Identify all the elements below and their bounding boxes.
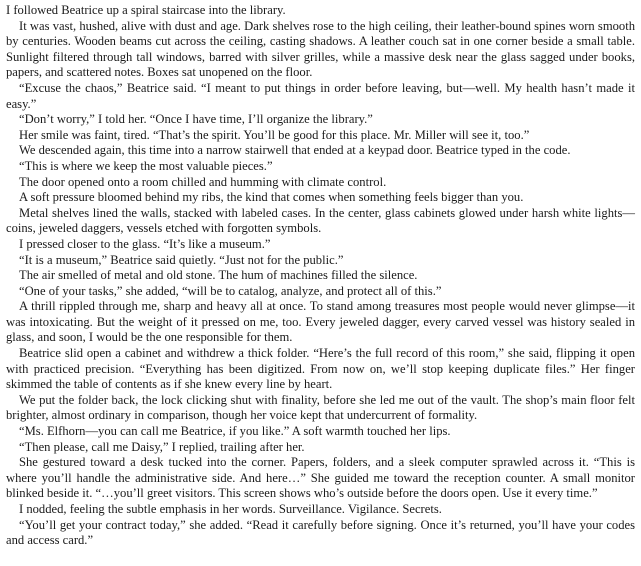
paragraph-18: “Ms. Elfhorn—you can call me Beatrice, if you like.” A soft warmth touched her lips. bbox=[19, 424, 451, 439]
paragraph-13: The air smelled of metal and old stone. The hum of machines filled the silence. bbox=[19, 268, 418, 283]
paragraph-11: I pressed closer to the glass. “It’s like a museum.” bbox=[19, 236, 271, 251]
paragraph-15: A thrill rippled through me, sharp and heavy all at once. To stand among treasures most people would never glimpse—it was intoxicating. But the weight of it pressed on me, too. Every jeweled dagger, every carved vessel was history sealed in glass, and soon, I would be the one responsible for them. bbox=[6, 299, 635, 345]
paragraph-14: “One of your tasks,” she added, “will be to catalog, analyze, and protect all of this.” bbox=[19, 283, 442, 298]
paragraph-16: Beatrice slid open a cabinet and withdrew a thick folder. “Here’s the full record of this room,” she said, flipping it open with practiced precision. “Everything has been digitized. From now on, we’ll stop keeping duplicate files.” Her finger skimmed the table of contents as if she knew every line by heart. bbox=[6, 346, 635, 392]
paragraph-12: “It is a museum,” Beatrice said quietly. “Just not for the public.” bbox=[19, 252, 344, 267]
paragraph-10: Metal shelves lined the walls, stacked with labeled cases. In the center, glass cabinets glowed under harsh white lights—coins, jeweled daggers, vessels etched with forgotten symbols. bbox=[6, 205, 635, 236]
paragraph-2: It was vast, hushed, alive with dust and age. Dark shelves rose to the high ceiling, their leather-bound spines worn smooth by centuries. Wooden beams cut across the ceiling, casting shadows. A leather couch sat in one corner beside a small table. Sunlight filtered through tall windows, barred with silver grilles, while a massive desk near the glass sagged under books, papers, and scattered notes. Boxes sat unopened on the floor. bbox=[6, 18, 635, 80]
paragraph-1: I followed Beatrice up a spiral staircase into the library. bbox=[6, 3, 286, 17]
paragraph-19: “Then please, call me Daisy,” I replied, trailing after her. bbox=[19, 439, 305, 454]
paragraph-4: “Don’t worry,” I told her. “Once I have time, I’ll organize the library.” bbox=[19, 112, 373, 127]
paragraph-9: A soft pressure bloomed behind my ribs, the kind that comes when something feels bigger than you. bbox=[19, 190, 524, 205]
paragraph-22: “You’ll get your contract today,” she added. “Read it carefully before signing. Once it’s returned, you’ll have your codes and access card.” bbox=[6, 517, 635, 548]
paragraph-6: We descended again, this time into a narrow stairwell that ended at a keypad door. Beatrice typed in the code. bbox=[19, 143, 571, 158]
paragraph-20: She gestured toward a desk tucked into the corner. Papers, folders, and a sleek computer sprawled across it. “This is where you’ll handle the administrative side. And here…” She guided me toward the reception counter. A small monitor blinked beside it. “…you’ll greet visitors. This screen shows who’s outside before the doors open. Use it every time.” bbox=[6, 455, 635, 501]
paragraph-21: I nodded, feeling the subtle emphasis in her words. Surveillance. Vigilance. Secrets. bbox=[19, 502, 442, 516]
paragraph-17: We put the folder back, the lock clicking shut with finality, before she led me out of the vault. The shop’s main floor felt brighter, almost ordinary in comparison, though her voice kept that undercurrent of formality. bbox=[6, 392, 635, 423]
paragraph-5: Her smile was faint, tired. “That’s the spirit. You’ll be good for this place. Mr. Miller will see it, too.” bbox=[19, 127, 530, 142]
paragraph-7: “This is where we keep the most valuable pieces.” bbox=[19, 158, 273, 173]
paragraph-8: The door opened onto a room chilled and humming with climate control. bbox=[19, 174, 387, 189]
paragraph-3: “Excuse the chaos,” Beatrice said. “I meant to put things in order before leaving, but—well. My health hasn’t made it easy.” bbox=[6, 80, 635, 111]
